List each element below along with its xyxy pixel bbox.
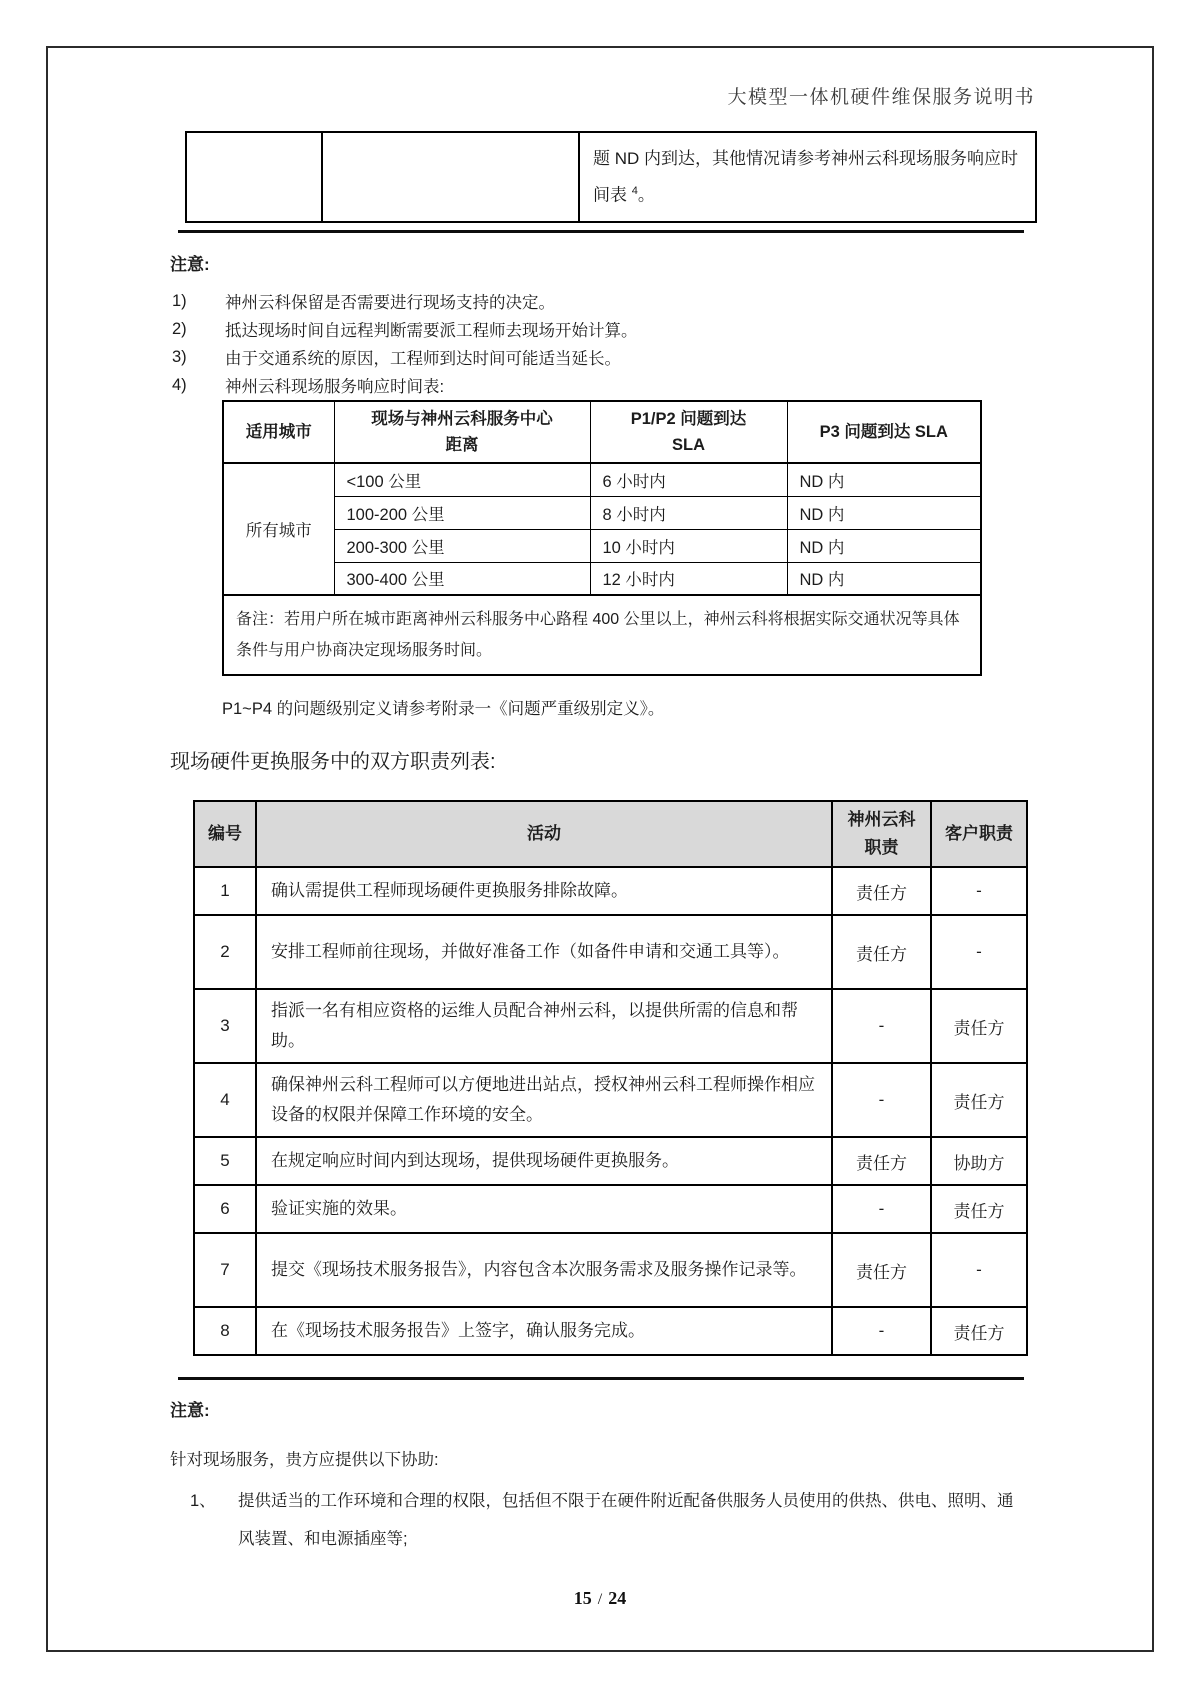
appendix-reference-note: P1~P4 的问题级别定义请参考附录一《问题严重级别定义》。 (222, 700, 665, 718)
sla-distance-cell: 100-200 公里 (334, 496, 590, 529)
sla-p12-cell: 8 小时内 (590, 496, 787, 529)
list-item (172, 371, 638, 399)
resp-activity-cell: 在规定响应时间内到达现场，提供现场硬件更换服务。 (256, 1137, 832, 1185)
notes-bottom-label: 注意: (170, 1401, 210, 1420)
list-item-text: 由于交通系统的原因，工程师到达时间可能适当延长。 (225, 350, 621, 368)
resp-customer-cell: - (931, 867, 1027, 915)
resp-header-skyc-line2: 职责 (864, 838, 899, 857)
notes-top-label: 注意: (170, 255, 210, 274)
page-number: 15 (573, 1588, 592, 1608)
list-item-number: 4) (172, 375, 187, 394)
table-row (194, 1185, 1027, 1233)
list-item (172, 287, 638, 315)
resp-skyc-cell: - (832, 1307, 931, 1355)
page-total: 24 (608, 1588, 627, 1608)
list-item-text: 神州云科现场服务响应时间表: (225, 378, 445, 396)
sla-p3-cell: ND 内 (787, 562, 981, 595)
list-item-number: 1、 (190, 1492, 216, 1510)
resp-skyc-cell: 责任方 (832, 867, 931, 915)
document-header-title: 大模型一体机硬件维保服务说明书 (727, 87, 1035, 108)
sla-distance-cell: 300-400 公里 (334, 562, 590, 595)
table-row (194, 989, 1027, 1063)
list-item (172, 315, 638, 343)
page-footer (0, 1588, 1200, 1609)
footnote-reference: 4 (631, 185, 638, 197)
sla-header-city: 适用城市 (223, 401, 334, 463)
table-row (223, 463, 981, 496)
resp-activity-cell: 确保神州云科工程师可以方便地进出站点，授权神州云科工程师操作相应设备的权限并保障工作环境的安全。 (256, 1063, 832, 1137)
resp-activity-cell: 确认需提供工程师现场硬件更换服务排除故障。 (256, 867, 832, 915)
resp-skyc-cell: 责任方 (832, 915, 931, 989)
list-item (190, 1482, 1018, 1558)
resp-no-cell: 6 (194, 1185, 256, 1233)
table-row (194, 1137, 1027, 1185)
resp-activity-cell: 指派一名有相应资格的运维人员配合神州云科，以提供所需的信息和帮助。 (256, 989, 832, 1063)
resp-customer-cell: - (931, 915, 1027, 989)
resp-header-number: 编号 (194, 801, 256, 867)
resp-customer-cell: 责任方 (931, 1307, 1027, 1355)
sla-header-p12-line1: P1/P2 问题到达 (630, 410, 747, 428)
sla-note-cell: 备注：若用户所在城市距离神州云科服务中心路程 400 公里以上，神州云科将根据实际交通状况等具体条件与用户协商决定现场服务时间。 (223, 595, 981, 675)
list-item-text: 抵达现场时间自远程判断需要派工程师去现场开始计算。 (225, 322, 638, 340)
resp-customer-cell: 协助方 (931, 1137, 1027, 1185)
table-row (223, 562, 981, 595)
resp-no-cell: 4 (194, 1063, 256, 1137)
resp-no-cell: 2 (194, 915, 256, 989)
sla-distance-cell: 200-300 公里 (334, 529, 590, 562)
responsibilities-table (193, 800, 1028, 1356)
resp-activity-cell: 安排工程师前往现场，并做好准备工作（如备件申请和交通工具等）。 (256, 915, 832, 989)
resp-no-cell: 7 (194, 1233, 256, 1307)
sla-p12-cell: 10 小时内 (590, 529, 787, 562)
sla-p12-cell: 12 小时内 (590, 562, 787, 595)
table-header-row (194, 801, 1027, 867)
table-row (194, 867, 1027, 915)
resp-header-activity: 活动 (256, 801, 832, 867)
list-item-number: 1) (172, 291, 187, 310)
list-item-text: 神州云科保留是否需要进行现场支持的决定。 (225, 294, 555, 312)
sla-p3-cell: ND 内 (787, 463, 981, 496)
resp-no-cell: 5 (194, 1137, 256, 1185)
table-row (194, 915, 1027, 989)
resp-header-skyc (832, 801, 931, 867)
resp-skyc-cell: - (832, 989, 931, 1063)
list-item-number: 3) (172, 347, 187, 366)
table-header-row (223, 401, 981, 463)
resp-skyc-cell: - (832, 1185, 931, 1233)
resp-customer-cell: - (931, 1233, 1027, 1307)
notes-top-list (172, 287, 638, 399)
carryover-cell-empty-2 (322, 132, 579, 222)
assist-intro-text: 针对现场服务，贵方应提供以下协助: (170, 1451, 439, 1469)
list-item-number: 2) (172, 319, 187, 338)
table-note-row (223, 595, 981, 675)
resp-no-cell: 1 (194, 867, 256, 915)
resp-activity-cell: 验证实施的效果。 (256, 1185, 832, 1233)
sla-response-time-table (222, 400, 982, 676)
table-row (223, 529, 981, 562)
sla-distance-cell: <100 公里 (334, 463, 590, 496)
table-row (186, 132, 1036, 222)
sla-header-distance-line2: 距离 (445, 436, 479, 454)
resp-no-cell: 8 (194, 1307, 256, 1355)
section-divider (178, 230, 1024, 233)
sla-p3-cell: ND 内 (787, 496, 981, 529)
resp-skyc-cell: - (832, 1063, 931, 1137)
sla-header-distance (334, 401, 590, 463)
list-item-text: 提供适当的工作环境和合理的权限，包括但不限于在硬件附近配备供服务人员使用的供热、供电、照明、通风装置、和电源插座等; (238, 1492, 1014, 1548)
resp-customer-cell: 责任方 (931, 989, 1027, 1063)
carryover-cell-empty-1 (186, 132, 322, 222)
page-number-separator: / (597, 1591, 603, 1608)
carryover-cell-text (579, 132, 1036, 222)
sla-header-p3: P3 问题到达 SLA (787, 401, 981, 463)
table-row (194, 1307, 1027, 1355)
resp-no-cell: 3 (194, 989, 256, 1063)
table-row (223, 496, 981, 529)
sla-p3-cell: ND 内 (787, 529, 981, 562)
resp-customer-cell: 责任方 (931, 1185, 1027, 1233)
sla-city-cell: 所有城市 (223, 463, 334, 595)
table-row (194, 1233, 1027, 1307)
carryover-table (185, 131, 1037, 223)
carryover-text-tail: 。 (637, 185, 655, 205)
carryover-text: 题 ND 内到达，其他情况请参考神州云科现场服务响应时间表 (593, 149, 1018, 205)
resp-header-skyc-line1: 神州云科 (847, 810, 916, 829)
sla-header-p12-line2: SLA (672, 436, 705, 454)
sla-header-p12 (590, 401, 787, 463)
list-item (172, 343, 638, 371)
resp-skyc-cell: 责任方 (832, 1233, 931, 1307)
table-row (194, 1063, 1027, 1137)
section-title: 现场硬件更换服务中的双方职责列表: (170, 751, 496, 773)
resp-skyc-cell: 责任方 (832, 1137, 931, 1185)
resp-customer-cell: 责任方 (931, 1063, 1027, 1137)
resp-header-customer: 客户职责 (931, 801, 1027, 867)
resp-activity-cell: 在《现场技术服务报告》上签字，确认服务完成。 (256, 1307, 832, 1355)
sla-header-distance-line1: 现场与神州云科服务中心 (371, 410, 553, 428)
resp-activity-cell: 提交《现场技术服务报告》，内容包含本次服务需求及服务操作记录等。 (256, 1233, 832, 1307)
section-divider (178, 1377, 1024, 1380)
sla-p12-cell: 6 小时内 (590, 463, 787, 496)
